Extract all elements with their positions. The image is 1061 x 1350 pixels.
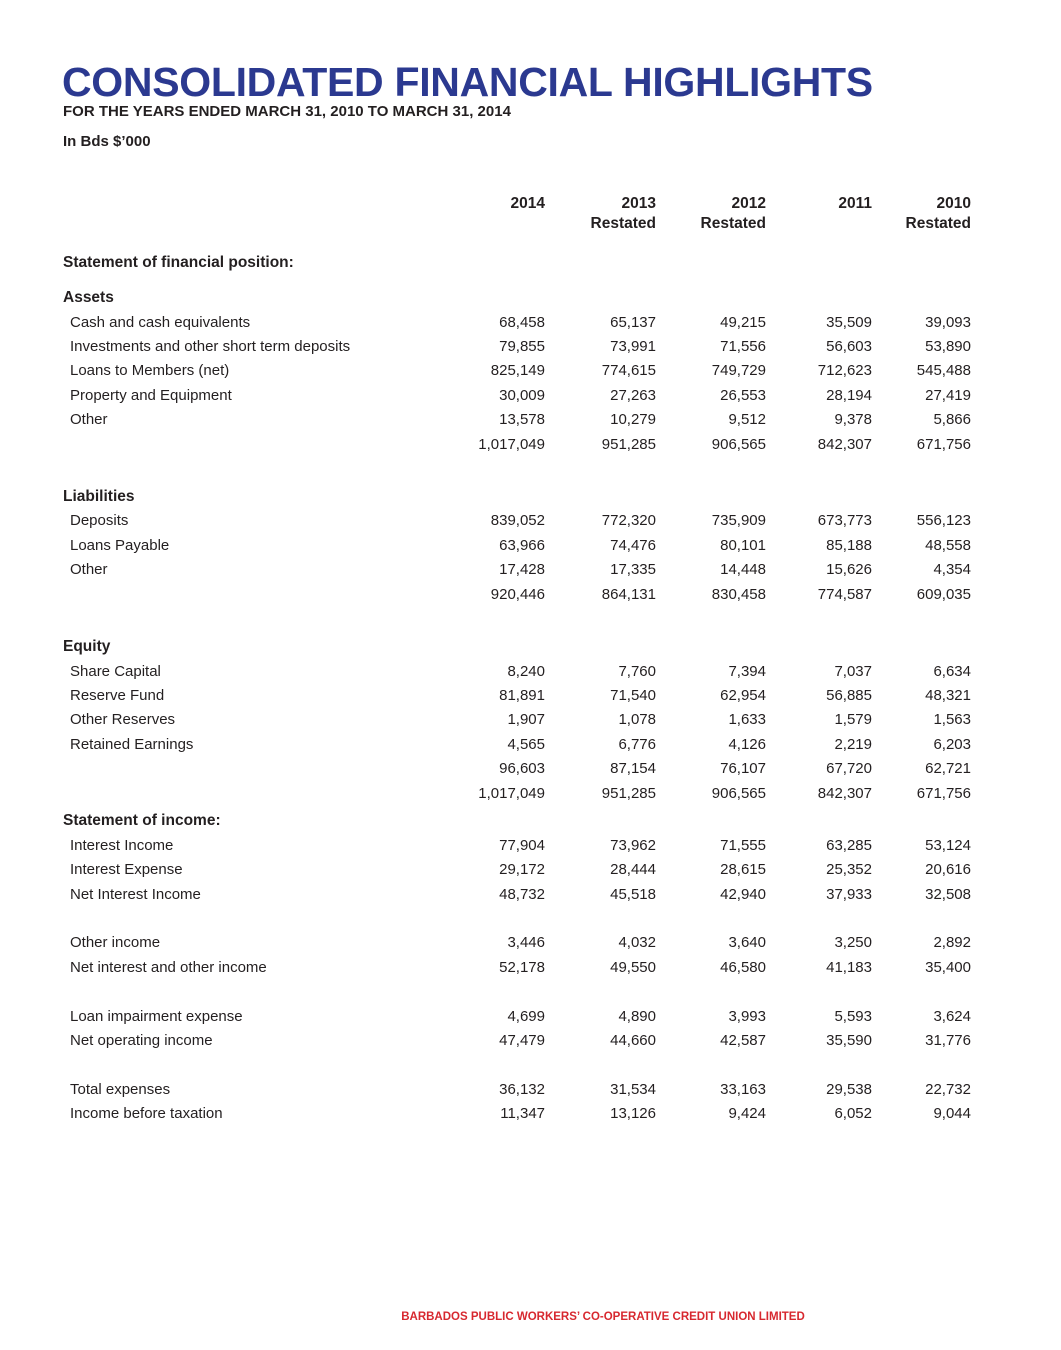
value-cell: 62,721 xyxy=(925,760,971,777)
value-cell: 17,335 xyxy=(610,561,656,578)
section-heading xyxy=(0,287,1061,309)
value-cell: 81,891 xyxy=(499,687,545,704)
value-cell: 45,518 xyxy=(610,886,656,903)
value-cell: 2,219 xyxy=(834,736,872,753)
row-label: Loans to Members (net) xyxy=(70,362,230,379)
row-label: Other xyxy=(70,411,108,428)
column-note: Restated xyxy=(700,215,766,232)
value-cell: 42,940 xyxy=(720,886,766,903)
value-cell: 31,776 xyxy=(925,1032,971,1049)
column-header-2012 xyxy=(656,194,766,234)
value-cell: 20,616 xyxy=(925,861,971,878)
column-year: 2014 xyxy=(510,195,545,212)
value-cell: 772,320 xyxy=(601,512,656,529)
row-label: Interest Income xyxy=(70,837,174,854)
table-row xyxy=(0,510,1061,532)
value-cell: 14,448 xyxy=(720,561,766,578)
value-cell: 36,132 xyxy=(499,1081,545,1098)
row-label: Liabilities xyxy=(63,488,135,505)
value-cell: 29,538 xyxy=(826,1081,872,1098)
table-row xyxy=(0,859,1061,881)
row-label: Reserve Fund xyxy=(70,687,165,704)
value-cell: 9,044 xyxy=(933,1105,971,1122)
value-cell: 3,250 xyxy=(834,934,872,951)
value-cell: 6,776 xyxy=(618,736,656,753)
row-label: Statement of income: xyxy=(63,812,221,829)
value-cell: 37,933 xyxy=(826,886,872,903)
value-cell: 41,183 xyxy=(826,959,872,976)
value-cell: 74,476 xyxy=(610,537,656,554)
value-cell: 1,563 xyxy=(933,711,971,728)
value-cell: 7,037 xyxy=(834,663,872,680)
value-cell: 906,565 xyxy=(711,436,766,453)
column-note: Restated xyxy=(905,215,971,232)
value-cell: 1,633 xyxy=(728,711,766,728)
value-cell: 27,419 xyxy=(925,387,971,404)
value-cell: 4,565 xyxy=(507,736,545,753)
value-cell: 1,078 xyxy=(618,711,656,728)
value-cell: 1,017,049 xyxy=(478,785,545,802)
value-cell: 609,035 xyxy=(916,586,971,603)
value-cell: 951,285 xyxy=(601,436,656,453)
value-cell: 67,720 xyxy=(826,760,872,777)
table-row xyxy=(0,1030,1061,1052)
value-cell: 671,756 xyxy=(916,785,971,802)
value-cell: 76,107 xyxy=(720,760,766,777)
value-cell: 96,603 xyxy=(499,760,545,777)
table-row xyxy=(0,360,1061,382)
value-cell: 735,909 xyxy=(711,512,766,529)
value-cell: 80,101 xyxy=(720,537,766,554)
value-cell: 9,378 xyxy=(834,411,872,428)
value-cell: 7,394 xyxy=(728,663,766,680)
value-cell: 9,512 xyxy=(728,411,766,428)
row-label: Equity xyxy=(63,638,111,655)
table-row xyxy=(0,1079,1061,1101)
value-cell: 71,556 xyxy=(720,338,766,355)
row-label: Cash and cash equivalents xyxy=(70,314,251,331)
table-row xyxy=(0,535,1061,557)
table-row xyxy=(0,312,1061,334)
value-cell: 49,550 xyxy=(610,959,656,976)
value-cell: 825,149 xyxy=(490,362,545,379)
value-cell: 62,954 xyxy=(720,687,766,704)
value-cell: 1,907 xyxy=(507,711,545,728)
value-cell: 47,479 xyxy=(499,1032,545,1049)
value-cell: 3,624 xyxy=(933,1008,971,1025)
value-cell: 13,126 xyxy=(610,1105,656,1122)
value-cell: 29,172 xyxy=(499,861,545,878)
value-cell: 906,565 xyxy=(711,785,766,802)
column-note: Restated xyxy=(590,215,656,232)
value-cell: 39,093 xyxy=(925,314,971,331)
value-cell: 830,458 xyxy=(711,586,766,603)
column-header-2010 xyxy=(861,194,971,234)
row-label: Net Interest Income xyxy=(70,886,201,903)
value-cell: 6,052 xyxy=(834,1105,872,1122)
value-cell: 35,400 xyxy=(925,959,971,976)
currency-units: In Bds $’000 xyxy=(63,133,151,150)
value-cell: 6,634 xyxy=(933,663,971,680)
value-cell: 671,756 xyxy=(916,436,971,453)
value-cell: 44,660 xyxy=(610,1032,656,1049)
table-row xyxy=(0,409,1061,431)
value-cell: 33,163 xyxy=(720,1081,766,1098)
value-cell: 63,966 xyxy=(499,537,545,554)
row-label: Other xyxy=(70,561,108,578)
column-header-2011 xyxy=(762,194,872,214)
column-header-2014 xyxy=(435,194,545,214)
value-cell: 3,640 xyxy=(728,934,766,951)
value-cell: 556,123 xyxy=(916,512,971,529)
value-cell: 49,215 xyxy=(720,314,766,331)
value-cell: 7,760 xyxy=(618,663,656,680)
table-row xyxy=(0,957,1061,979)
table-row xyxy=(0,559,1061,581)
value-cell: 842,307 xyxy=(817,785,872,802)
footer-organization: BARBADOS PUBLIC WORKERS’ CO-OPERATIVE CREDIT UNION LIMITED xyxy=(401,1311,805,1323)
value-cell: 920,446 xyxy=(490,586,545,603)
value-cell: 2,892 xyxy=(933,934,971,951)
value-cell: 48,558 xyxy=(925,537,971,554)
value-cell: 4,126 xyxy=(728,736,766,753)
value-cell: 68,458 xyxy=(499,314,545,331)
section-heading xyxy=(0,252,1061,274)
row-label: Investments and other short term deposits xyxy=(70,338,351,355)
table-row xyxy=(0,709,1061,731)
table-row xyxy=(0,385,1061,407)
table-row xyxy=(0,835,1061,857)
table-row xyxy=(0,685,1061,707)
value-cell: 545,488 xyxy=(916,362,971,379)
row-label: Interest Expense xyxy=(70,861,183,878)
value-cell: 3,993 xyxy=(728,1008,766,1025)
row-label: Property and Equipment xyxy=(70,387,232,404)
value-cell: 73,991 xyxy=(610,338,656,355)
value-cell: 71,540 xyxy=(610,687,656,704)
value-cell: 13,578 xyxy=(499,411,545,428)
row-label: Total expenses xyxy=(70,1081,171,1098)
value-cell: 65,137 xyxy=(610,314,656,331)
value-cell: 749,729 xyxy=(711,362,766,379)
table-row xyxy=(0,1103,1061,1125)
value-cell: 842,307 xyxy=(817,436,872,453)
total-row xyxy=(0,758,1061,780)
value-cell: 56,603 xyxy=(826,338,872,355)
column-year: 2012 xyxy=(731,195,766,212)
value-cell: 28,194 xyxy=(826,387,872,404)
value-cell: 56,885 xyxy=(826,687,872,704)
value-cell: 673,773 xyxy=(817,512,872,529)
value-cell: 4,354 xyxy=(933,561,971,578)
value-cell: 42,587 xyxy=(720,1032,766,1049)
table-row xyxy=(0,1006,1061,1028)
value-cell: 1,579 xyxy=(834,711,872,728)
value-cell: 6,203 xyxy=(933,736,971,753)
total-row xyxy=(0,434,1061,456)
value-cell: 8,240 xyxy=(507,663,545,680)
value-cell: 48,321 xyxy=(925,687,971,704)
value-cell: 712,623 xyxy=(817,362,872,379)
column-header-2013 xyxy=(546,194,656,234)
value-cell: 46,580 xyxy=(720,959,766,976)
value-cell: 53,124 xyxy=(925,837,971,854)
value-cell: 73,962 xyxy=(610,837,656,854)
value-cell: 35,590 xyxy=(826,1032,872,1049)
value-cell: 4,890 xyxy=(618,1008,656,1025)
value-cell: 27,263 xyxy=(610,387,656,404)
value-cell: 26,553 xyxy=(720,387,766,404)
value-cell: 35,509 xyxy=(826,314,872,331)
value-cell: 32,508 xyxy=(925,886,971,903)
value-cell: 864,131 xyxy=(601,586,656,603)
value-cell: 3,446 xyxy=(507,934,545,951)
value-cell: 5,866 xyxy=(933,411,971,428)
value-cell: 774,587 xyxy=(817,586,872,603)
value-cell: 87,154 xyxy=(610,760,656,777)
value-cell: 25,352 xyxy=(826,861,872,878)
value-cell: 30,009 xyxy=(499,387,545,404)
value-cell: 1,017,049 xyxy=(478,436,545,453)
section-heading xyxy=(0,636,1061,658)
value-cell: 52,178 xyxy=(499,959,545,976)
value-cell: 17,428 xyxy=(499,561,545,578)
row-label: Other Reserves xyxy=(70,711,176,728)
value-cell: 77,904 xyxy=(499,837,545,854)
value-cell: 9,424 xyxy=(728,1105,766,1122)
section-heading xyxy=(0,486,1061,508)
value-cell: 28,615 xyxy=(720,861,766,878)
row-label: Other income xyxy=(70,934,161,951)
row-label: Retained Earnings xyxy=(70,736,194,753)
value-cell: 85,188 xyxy=(826,537,872,554)
table-row xyxy=(0,734,1061,756)
row-label: Net operating income xyxy=(70,1032,213,1049)
value-cell: 11,347 xyxy=(500,1105,545,1122)
total-row xyxy=(0,783,1061,805)
column-year: 2013 xyxy=(621,195,656,212)
total-row xyxy=(0,584,1061,606)
row-label: Net interest and other income xyxy=(70,959,267,976)
row-label: Loans Payable xyxy=(70,537,170,554)
table-row xyxy=(0,932,1061,954)
value-cell: 4,032 xyxy=(618,934,656,951)
value-cell: 53,890 xyxy=(925,338,971,355)
row-label: Income before taxation xyxy=(70,1105,223,1122)
value-cell: 63,285 xyxy=(826,837,872,854)
value-cell: 774,615 xyxy=(601,362,656,379)
value-cell: 15,626 xyxy=(826,561,872,578)
value-cell: 48,732 xyxy=(499,886,545,903)
value-cell: 10,279 xyxy=(610,411,656,428)
value-cell: 22,732 xyxy=(925,1081,971,1098)
row-label: Share Capital xyxy=(70,663,161,680)
value-cell: 31,534 xyxy=(610,1081,656,1098)
row-label: Deposits xyxy=(70,512,129,529)
page-subtitle: FOR THE YEARS ENDED MARCH 31, 2010 TO MARCH 31, 2014 xyxy=(63,103,511,120)
row-label: Loan impairment expense xyxy=(70,1008,243,1025)
row-label: Assets xyxy=(63,289,114,306)
value-cell: 951,285 xyxy=(601,785,656,802)
table-row xyxy=(0,884,1061,906)
section-heading xyxy=(0,810,1061,832)
value-cell: 4,699 xyxy=(507,1008,545,1025)
table-row xyxy=(0,661,1061,683)
column-year: 2011 xyxy=(838,195,872,212)
row-label: Statement of financial position: xyxy=(63,254,294,271)
value-cell: 79,855 xyxy=(499,338,545,355)
value-cell: 71,555 xyxy=(720,837,766,854)
value-cell: 28,444 xyxy=(610,861,656,878)
value-cell: 839,052 xyxy=(490,512,545,529)
value-cell: 5,593 xyxy=(834,1008,872,1025)
table-row xyxy=(0,336,1061,358)
column-year: 2010 xyxy=(936,195,971,212)
page-title: CONSOLIDATED FINANCIAL HIGHLIGHTS xyxy=(62,59,873,105)
